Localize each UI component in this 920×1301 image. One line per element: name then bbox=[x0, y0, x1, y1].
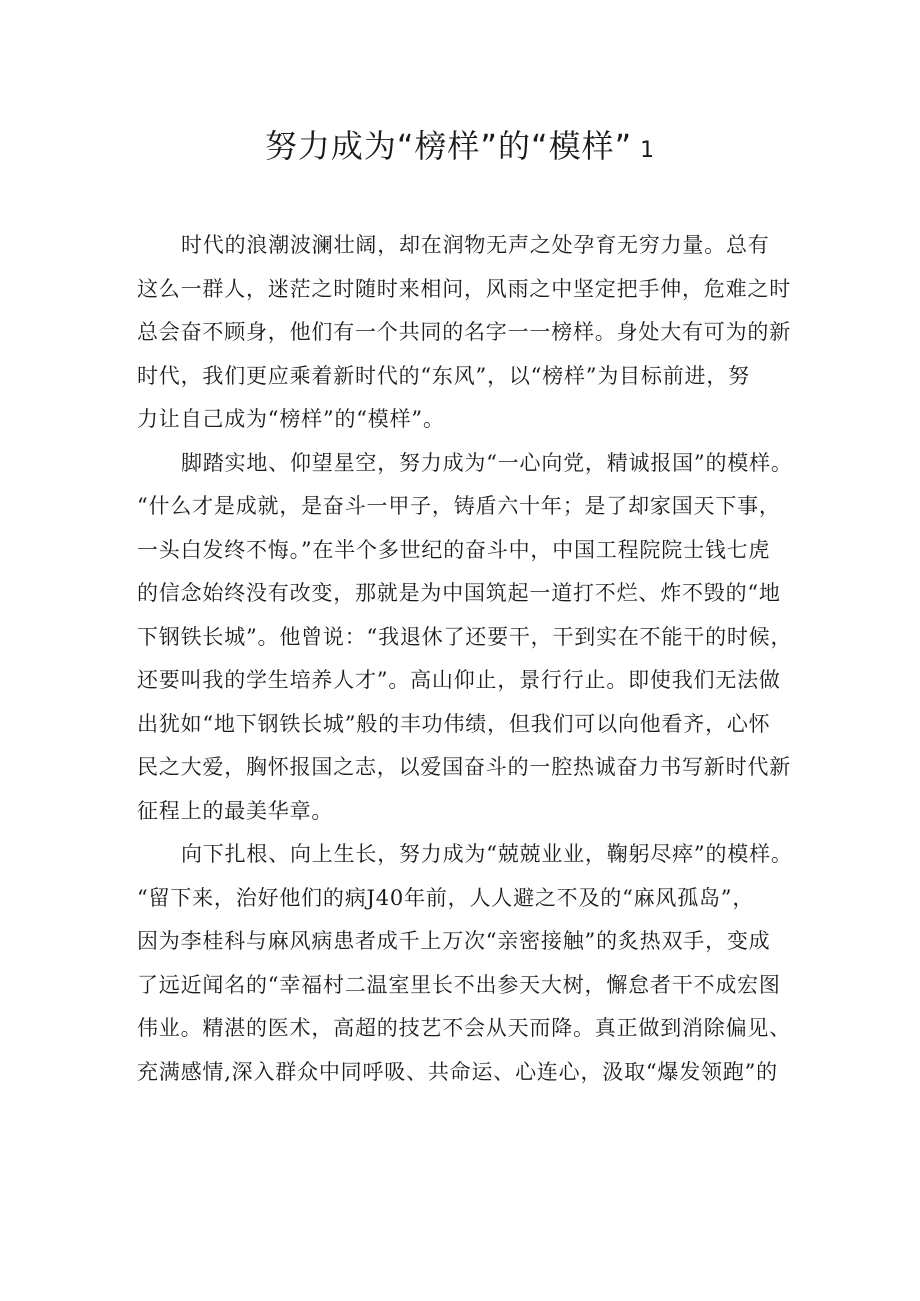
text-line: 还要叫我的学生培养人才”。高山仰止，景行行止。即使我们无法做 bbox=[137, 668, 781, 692]
text-line: 一头白发终不悔。”在半个多世纪的奋斗中，中国工程院院士钱七虎 bbox=[137, 537, 771, 562]
text-line: “什么才是成就，是奋斗一甲子，铸盾六十年；是了却家国天下事， bbox=[137, 494, 781, 518]
text-line: 下钢铁长城”。他曾说：“我退休了还要干，干到实在不能干的时候， bbox=[137, 624, 793, 649]
text-line: 时代，我们更应乘着新时代的“东风”，以“榜样”为目标前进，努 bbox=[137, 363, 750, 388]
text-line: 民之大爱，胸怀报国之志，以爱国奋斗的一腔热诚奋力书写新时代新 bbox=[137, 755, 791, 779]
text-line: 因为李桂科与麻风病患者成千上万次“亲密接触”的炙热双手，变成 bbox=[137, 929, 771, 953]
text-line: 总会奋不顾身，他们有一个共同的名字一一榜样。身处大有可为的新 bbox=[137, 320, 791, 344]
text-line: 伟业。精湛的医术，高超的技艺不会从天而降。真正做到消除偏见、 bbox=[137, 1016, 791, 1040]
text-line: 脚踏实地、仰望星空，努力成为“一心向党，精诚报国”的模样。 bbox=[181, 450, 793, 475]
text-line: 出犹如“地下钢铁长城”般的丰功伟绩，但我们可以向他看齐，心怀 bbox=[137, 711, 771, 736]
document-title-text: 努力成为“榜样”的“模样” bbox=[264, 127, 633, 165]
text-line: 的信念始终没有改变，那就是为中国筑起一道打不烂、炸不毁的“地 bbox=[137, 581, 781, 605]
document-title-footnote-marker: 1 bbox=[640, 138, 656, 163]
text-line: 充满感情,深入群众中同呼吸、共命运、心连心，汲取“爆发领跑”的 bbox=[137, 1059, 778, 1084]
text-line: “留下来，治好他们的病J40年前，人人避之不及的“麻风孤岛”， bbox=[137, 885, 755, 910]
text-line: 这么一群人，迷茫之时随时来相问，风雨之中坚定把手伸，危难之时 bbox=[137, 276, 791, 301]
text-line: 了远近闻名的“幸福村二温室里长不出参天大树，懈怠者干不成宏图 bbox=[137, 972, 781, 997]
document-body bbox=[137, 224, 797, 1094]
document-title bbox=[0, 122, 920, 175]
text-line: 向下扎根、向上生长，努力成为“兢兢业业，鞠躬尽瘁”的模样。 bbox=[181, 842, 793, 866]
text-line: 征程上的最美华章。 bbox=[137, 798, 334, 823]
text-line: 力让自己成为“榜样”的“模样”。 bbox=[137, 407, 445, 431]
text-line: 时代的浪潮波澜壮阔，却在润物无声之处孕育无穷力量。总有 bbox=[181, 233, 770, 257]
